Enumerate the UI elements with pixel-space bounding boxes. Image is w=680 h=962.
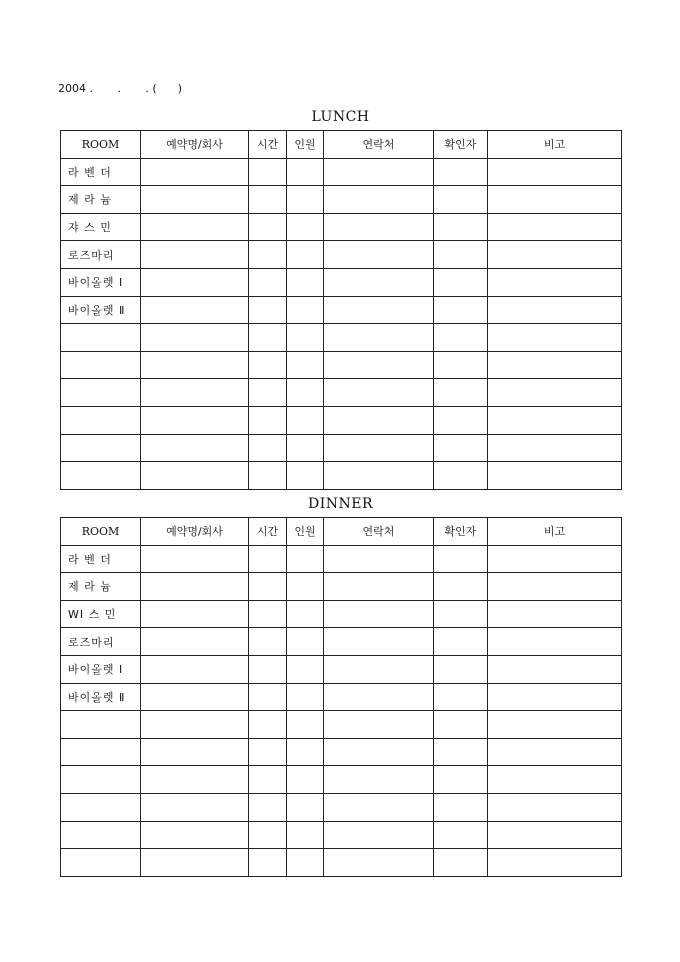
reservation-name-cell[interactable] xyxy=(141,711,249,739)
time-cell[interactable] xyxy=(249,379,287,407)
table-row xyxy=(61,213,622,241)
table-row xyxy=(61,711,622,739)
confirmed-by-cell[interactable] xyxy=(434,738,488,766)
time-cell[interactable] xyxy=(249,849,287,877)
room-name-cell xyxy=(61,711,141,739)
guests-cell[interactable] xyxy=(287,158,324,186)
guests-cell[interactable] xyxy=(287,628,324,656)
notes-cell[interactable] xyxy=(488,738,622,766)
confirmed-by-cell[interactable] xyxy=(434,711,488,739)
contact-cell[interactable] xyxy=(324,406,434,434)
reservation-name-cell[interactable] xyxy=(141,462,249,490)
time-cell[interactable] xyxy=(249,793,287,821)
table-row xyxy=(61,406,622,434)
guests-cell[interactable] xyxy=(287,462,324,490)
column-header-confirmed-by: 확인자 xyxy=(434,518,488,546)
contact-cell[interactable] xyxy=(324,434,434,462)
confirmed-by-cell[interactable] xyxy=(434,683,488,711)
table-row xyxy=(61,793,622,821)
room-name-cell xyxy=(61,379,141,407)
room-name-cell xyxy=(61,324,141,352)
contact-cell[interactable] xyxy=(324,655,434,683)
room-name-cell xyxy=(61,434,141,462)
room-name-cell: 바이올렛 Ⅱ xyxy=(61,683,141,711)
guests-cell[interactable] xyxy=(287,793,324,821)
notes-cell[interactable] xyxy=(488,296,622,324)
column-header-guests: 인원 xyxy=(287,518,324,546)
table-row xyxy=(61,296,622,324)
table-row xyxy=(61,573,622,601)
lunch-header-row xyxy=(61,131,622,159)
guests-cell[interactable] xyxy=(287,406,324,434)
column-header-room: ROOM xyxy=(61,131,141,159)
guests-cell[interactable] xyxy=(287,766,324,794)
contact-cell[interactable] xyxy=(324,351,434,379)
time-cell[interactable] xyxy=(249,462,287,490)
confirmed-by-cell[interactable] xyxy=(434,241,488,269)
reservation-name-cell[interactable] xyxy=(141,738,249,766)
confirmed-by-cell[interactable] xyxy=(434,158,488,186)
contact-cell[interactable] xyxy=(324,683,434,711)
reservation-name-cell[interactable] xyxy=(141,241,249,269)
table-row xyxy=(61,434,622,462)
reservation-name-cell[interactable] xyxy=(141,351,249,379)
notes-cell[interactable] xyxy=(488,545,622,573)
table-row xyxy=(61,766,622,794)
room-name-cell: 바이올렛 Ⅰ xyxy=(61,655,141,683)
notes-cell[interactable] xyxy=(488,573,622,601)
guests-cell[interactable] xyxy=(287,545,324,573)
reservation-name-cell[interactable] xyxy=(141,600,249,628)
contact-cell[interactable] xyxy=(324,545,434,573)
confirmed-by-cell[interactable] xyxy=(434,186,488,214)
guests-cell[interactable] xyxy=(287,655,324,683)
room-name-cell: 라 벤 더 xyxy=(61,545,141,573)
guests-cell[interactable] xyxy=(287,186,324,214)
contact-cell[interactable] xyxy=(324,213,434,241)
contact-cell[interactable] xyxy=(324,268,434,296)
confirmed-by-cell[interactable] xyxy=(434,406,488,434)
contact-cell[interactable] xyxy=(324,379,434,407)
guests-cell[interactable] xyxy=(287,296,324,324)
reservation-name-cell[interactable] xyxy=(141,158,249,186)
notes-cell[interactable] xyxy=(488,268,622,296)
room-name-cell xyxy=(61,849,141,877)
table-row xyxy=(61,379,622,407)
reservation-name-cell[interactable] xyxy=(141,793,249,821)
contact-cell[interactable] xyxy=(324,296,434,324)
guests-cell[interactable] xyxy=(287,241,324,269)
notes-cell[interactable] xyxy=(488,351,622,379)
column-header-notes: 비고 xyxy=(488,518,622,546)
confirmed-by-cell[interactable] xyxy=(434,213,488,241)
guests-cell[interactable] xyxy=(287,268,324,296)
notes-cell[interactable] xyxy=(488,186,622,214)
contact-cell[interactable] xyxy=(324,573,434,601)
time-cell[interactable] xyxy=(249,158,287,186)
confirmed-by-cell[interactable] xyxy=(434,545,488,573)
time-cell[interactable] xyxy=(249,600,287,628)
confirmed-by-cell[interactable] xyxy=(434,628,488,656)
time-cell[interactable] xyxy=(249,655,287,683)
notes-cell[interactable] xyxy=(488,766,622,794)
room-name-cell xyxy=(61,766,141,794)
reservation-name-cell[interactable] xyxy=(141,213,249,241)
table-row xyxy=(61,849,622,877)
reservation-name-cell[interactable] xyxy=(141,324,249,352)
room-name-cell: 바이올렛 Ⅱ xyxy=(61,296,141,324)
confirmed-by-cell[interactable] xyxy=(434,766,488,794)
guests-cell[interactable] xyxy=(287,821,324,849)
dinner-header-row xyxy=(61,518,622,546)
contact-cell[interactable] xyxy=(324,462,434,490)
confirmed-by-cell[interactable] xyxy=(434,324,488,352)
time-cell[interactable] xyxy=(249,711,287,739)
column-header-confirmed-by: 확인자 xyxy=(434,131,488,159)
notes-cell[interactable] xyxy=(488,849,622,877)
contact-cell[interactable] xyxy=(324,821,434,849)
contact-cell[interactable] xyxy=(324,158,434,186)
guests-cell[interactable] xyxy=(287,434,324,462)
confirmed-by-cell[interactable] xyxy=(434,379,488,407)
contact-cell[interactable] xyxy=(324,711,434,739)
contact-cell[interactable] xyxy=(324,766,434,794)
confirmed-by-cell[interactable] xyxy=(434,849,488,877)
contact-cell[interactable] xyxy=(324,793,434,821)
reservation-name-cell[interactable] xyxy=(141,434,249,462)
reservation-name-cell[interactable] xyxy=(141,186,249,214)
room-name-cell: 바이올렛 Ⅰ xyxy=(61,268,141,296)
room-name-cell: 라 벤 더 xyxy=(61,158,141,186)
time-cell[interactable] xyxy=(249,186,287,214)
room-name-cell xyxy=(61,738,141,766)
table-row xyxy=(61,738,622,766)
reservation-name-cell[interactable] xyxy=(141,268,249,296)
room-name-cell: 로즈마리 xyxy=(61,241,141,269)
room-name-cell: 제 라 늄 xyxy=(61,186,141,214)
column-header-guests: 인원 xyxy=(287,131,324,159)
time-cell[interactable] xyxy=(249,738,287,766)
time-cell[interactable] xyxy=(249,268,287,296)
room-name-cell: 제 라 늄 xyxy=(61,573,141,601)
reservation-name-cell[interactable] xyxy=(141,573,249,601)
notes-cell[interactable] xyxy=(488,462,622,490)
room-name-cell: WI 스 민 xyxy=(61,600,141,628)
table-row xyxy=(61,683,622,711)
notes-cell[interactable] xyxy=(488,600,622,628)
table-row xyxy=(61,545,622,573)
table-row xyxy=(61,268,622,296)
room-name-cell xyxy=(61,462,141,490)
column-header-reservation-name: 예약명/회사 xyxy=(141,518,249,546)
table-row xyxy=(61,600,622,628)
room-name-cell xyxy=(61,793,141,821)
notes-cell[interactable] xyxy=(488,158,622,186)
notes-cell[interactable] xyxy=(488,241,622,269)
time-cell[interactable] xyxy=(249,545,287,573)
confirmed-by-cell[interactable] xyxy=(434,268,488,296)
room-name-cell: 쟈 스 민 xyxy=(61,213,141,241)
room-name-cell: 로즈마리 xyxy=(61,628,141,656)
room-name-cell xyxy=(61,406,141,434)
table-row xyxy=(61,628,622,656)
column-header-time: 시간 xyxy=(249,518,287,546)
time-cell[interactable] xyxy=(249,766,287,794)
confirmed-by-cell[interactable] xyxy=(434,655,488,683)
reservation-name-cell[interactable] xyxy=(141,655,249,683)
notes-cell[interactable] xyxy=(488,406,622,434)
lunch-title: LUNCH xyxy=(311,109,370,125)
column-header-reservation-name: 예약명/회사 xyxy=(141,131,249,159)
table-row xyxy=(61,324,622,352)
guests-cell[interactable] xyxy=(287,213,324,241)
reservation-name-cell[interactable] xyxy=(141,849,249,877)
guests-cell[interactable] xyxy=(287,379,324,407)
time-cell[interactable] xyxy=(249,213,287,241)
notes-cell[interactable] xyxy=(488,379,622,407)
guests-cell[interactable] xyxy=(287,324,324,352)
contact-cell[interactable] xyxy=(324,738,434,766)
table-row xyxy=(61,186,622,214)
contact-cell[interactable] xyxy=(324,600,434,628)
reservation-name-cell[interactable] xyxy=(141,406,249,434)
date-line: 2004 . . . ( ) xyxy=(58,82,182,95)
notes-cell[interactable] xyxy=(488,683,622,711)
table-row xyxy=(61,655,622,683)
time-cell[interactable] xyxy=(249,628,287,656)
reservation-name-cell[interactable] xyxy=(141,545,249,573)
contact-cell[interactable] xyxy=(324,186,434,214)
column-header-room: ROOM xyxy=(61,518,141,546)
contact-cell[interactable] xyxy=(324,849,434,877)
guests-cell[interactable] xyxy=(287,711,324,739)
notes-cell[interactable] xyxy=(488,213,622,241)
contact-cell[interactable] xyxy=(324,324,434,352)
notes-cell[interactable] xyxy=(488,821,622,849)
table-row xyxy=(61,158,622,186)
time-cell[interactable] xyxy=(249,241,287,269)
confirmed-by-cell[interactable] xyxy=(434,434,488,462)
table-row xyxy=(61,462,622,490)
confirmed-by-cell[interactable] xyxy=(434,793,488,821)
dinner-table xyxy=(60,517,622,877)
reservation-name-cell[interactable] xyxy=(141,683,249,711)
contact-cell[interactable] xyxy=(324,628,434,656)
confirmed-by-cell[interactable] xyxy=(434,600,488,628)
table-row xyxy=(61,351,622,379)
table-row xyxy=(61,821,622,849)
guests-cell[interactable] xyxy=(287,600,324,628)
confirmed-by-cell[interactable] xyxy=(434,821,488,849)
confirmed-by-cell[interactable] xyxy=(434,573,488,601)
confirmed-by-cell[interactable] xyxy=(434,351,488,379)
notes-cell[interactable] xyxy=(488,324,622,352)
time-cell[interactable] xyxy=(249,573,287,601)
time-cell[interactable] xyxy=(249,296,287,324)
column-header-contact: 연락처 xyxy=(324,518,434,546)
guests-cell[interactable] xyxy=(287,849,324,877)
time-cell[interactable] xyxy=(249,821,287,849)
confirmed-by-cell[interactable] xyxy=(434,462,488,490)
room-name-cell xyxy=(61,351,141,379)
reservation-name-cell[interactable] xyxy=(141,379,249,407)
lunch-table xyxy=(60,130,622,490)
contact-cell[interactable] xyxy=(324,241,434,269)
reservation-name-cell[interactable] xyxy=(141,766,249,794)
guests-cell[interactable] xyxy=(287,573,324,601)
lunch-body xyxy=(61,158,622,489)
notes-cell[interactable] xyxy=(488,793,622,821)
reservation-name-cell[interactable] xyxy=(141,296,249,324)
time-cell[interactable] xyxy=(249,434,287,462)
notes-cell[interactable] xyxy=(488,711,622,739)
notes-cell[interactable] xyxy=(488,655,622,683)
column-header-time: 시간 xyxy=(249,131,287,159)
table-row xyxy=(61,241,622,269)
reservation-name-cell[interactable] xyxy=(141,821,249,849)
confirmed-by-cell[interactable] xyxy=(434,296,488,324)
time-cell[interactable] xyxy=(249,406,287,434)
guests-cell[interactable] xyxy=(287,738,324,766)
dinner-title: DINNER xyxy=(307,496,373,512)
notes-cell[interactable] xyxy=(488,434,622,462)
room-name-cell xyxy=(61,821,141,849)
time-cell[interactable] xyxy=(249,683,287,711)
column-header-contact: 연락처 xyxy=(324,131,434,159)
time-cell[interactable] xyxy=(249,351,287,379)
column-header-notes: 비고 xyxy=(488,131,622,159)
dinner-body xyxy=(61,545,622,876)
notes-cell[interactable] xyxy=(488,628,622,656)
guests-cell[interactable] xyxy=(287,351,324,379)
guests-cell[interactable] xyxy=(287,683,324,711)
reservation-name-cell[interactable] xyxy=(141,628,249,656)
time-cell[interactable] xyxy=(249,324,287,352)
